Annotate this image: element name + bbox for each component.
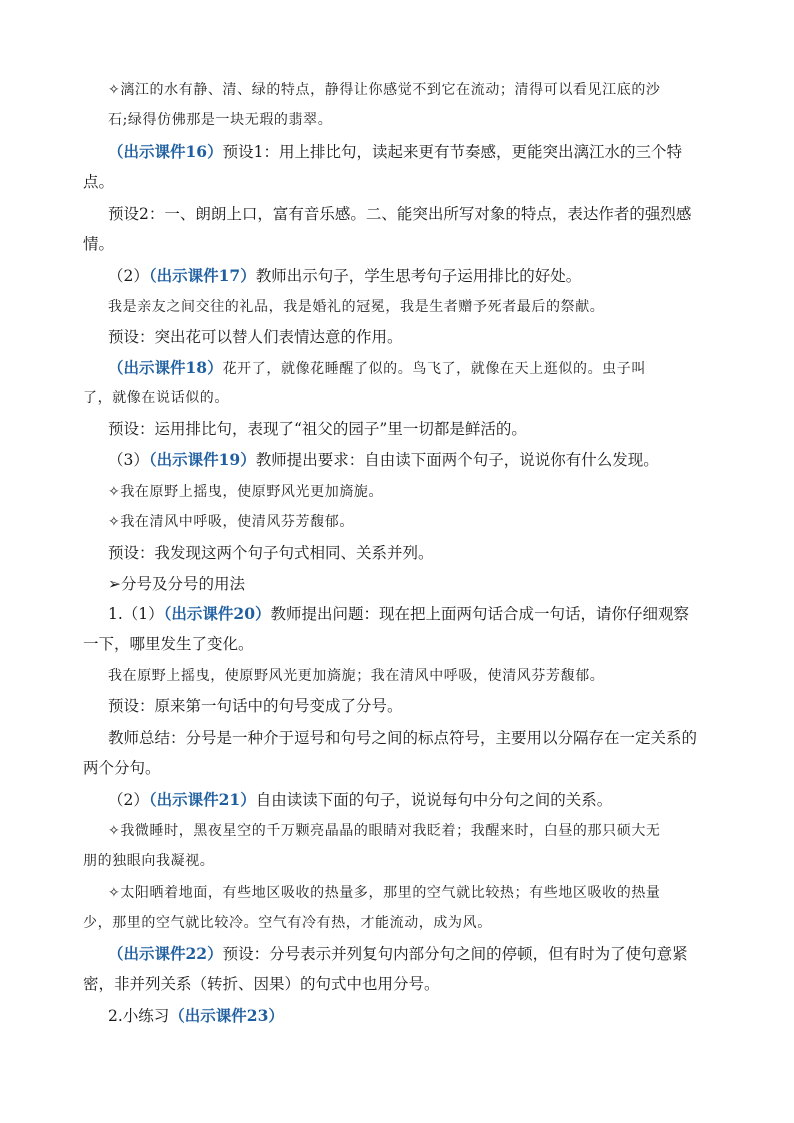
paragraph-line [108,1005,794,1027]
example-line: 我是亲友之间交往的礼品，我是婚礼的冠冕，我是生者赠予死者最后的祭献。 [108,299,605,315]
paragraph-text: 预设1：用上排比句，读起来更有节奏感，更能突出漓江水的三个特 [222,143,682,161]
paragraph-line: 教师总结：分号是一种介于逗号和句号之间的标点符号，主要用以分隔存在一定关系的 [108,729,698,747]
example-line: ✧我在清风中呼吸，使清风芬芳馥郁。 [108,514,354,530]
paragraph-text: 预设：分号表示并列复句内部分句之间的停顿，但有时为了使句意紧 [222,945,688,963]
paragraph-line [108,265,794,287]
item-number: （2） [108,267,149,285]
example-line: 朋的独眼向我凝视。 [83,853,215,869]
paragraph-line [108,357,794,380]
item-number: （3） [108,451,149,469]
item-number: （2） [108,791,149,809]
example-line: ✧漓江的水有静、清、绿的特点，静得让你感觉不到它在流动；清得可以看见江底的沙 [108,82,661,98]
item-number: 1.（1） [108,605,164,623]
paragraph-line [108,449,794,471]
example-line: 石;绿得仿佛那是一块无瑕的翡翠。 [108,112,333,128]
paragraph-line [108,141,794,163]
paragraph-line: 预设：我发现这两个句子句式相同、关系并列。 [108,544,434,562]
paragraph-line: 情。 [83,235,115,253]
paragraph-line: 密，非并列关系（转折、因果）的句式中也用分号。 [83,975,440,993]
example-line: ✧我在原野上摇曳，使原野风光更加旖旎。 [108,484,384,500]
courseware-tag: （出示课件21） [148,790,256,809]
paragraph-line [108,943,794,965]
courseware-tag: （出示课件18） [108,358,223,377]
example-text: 花开了，就像花睡醒了似的。鸟飞了，就像在天上逛似的。虫子叫 [222,361,646,377]
example-line: 了，就像在说话似的。 [83,390,229,406]
paragraph-line: 预设2：一、朗朗上口，富有音乐感。二、能突出所写对象的特点，表达作者的强烈感 [108,205,692,223]
paragraph-line: 预设：原来第一句话中的句号变成了分号。 [108,697,403,715]
courseware-tag: （出示课件16） [108,142,223,161]
example-line: ✧太阳晒着地面，有些地区吸收的热量多，那里的空气就比较热；有些地区吸收的热量 [108,885,661,901]
paragraph-text: 教师出示句子，学生思考句子运用排比的好处。 [255,267,582,285]
courseware-tag: （出示课件17） [148,266,256,285]
paragraph-line [108,603,794,625]
paragraph-text: 教师提出要求：自由读下面两个句子，说说你有什么发现。 [255,451,659,469]
paragraph-line: 点。 [83,173,115,191]
courseware-tag: （出示课件19） [148,450,256,469]
paragraph-text: 自由读读下面的句子，说说每句中分句之间的关系。 [255,791,613,809]
paragraph-line: 预设：突出花可以替人们表情达意的作用。 [108,328,403,346]
courseware-tag: （出示课件20） [163,604,271,623]
paragraph-line [108,789,794,811]
example-line: 少，那里的空气就比较冷。空气有冷有热，才能流动，成为风。 [83,915,492,931]
courseware-tag: （出示课件22） [108,944,223,963]
paragraph-line: 预设：运用排比句，表现了“祖父的园子”里一切都是鲜活的。 [108,420,527,438]
example-line: 我在原野上摇曳，使原野风光更加旖旎；我在清风中呼吸，使清风芬芳馥郁。 [108,668,605,684]
section-heading: ➢分号及分号的用法 [108,575,245,593]
paragraph-line: 一下，哪里发生了变化。 [83,635,254,653]
item-number: 2.小练习 [108,1007,170,1025]
example-line: ✧我微睡时，黑夜星空的千万颗亮晶晶的眼睛对我眨着；我醒来时，白昼的那只硕大无 [108,823,661,839]
paragraph-text: 教师提出问题：现在把上面两句话合成一句话，请你仔细观察 [270,605,689,623]
courseware-tag: （出示课件23） [169,1006,284,1025]
paragraph-line: 两个分句。 [83,759,161,777]
